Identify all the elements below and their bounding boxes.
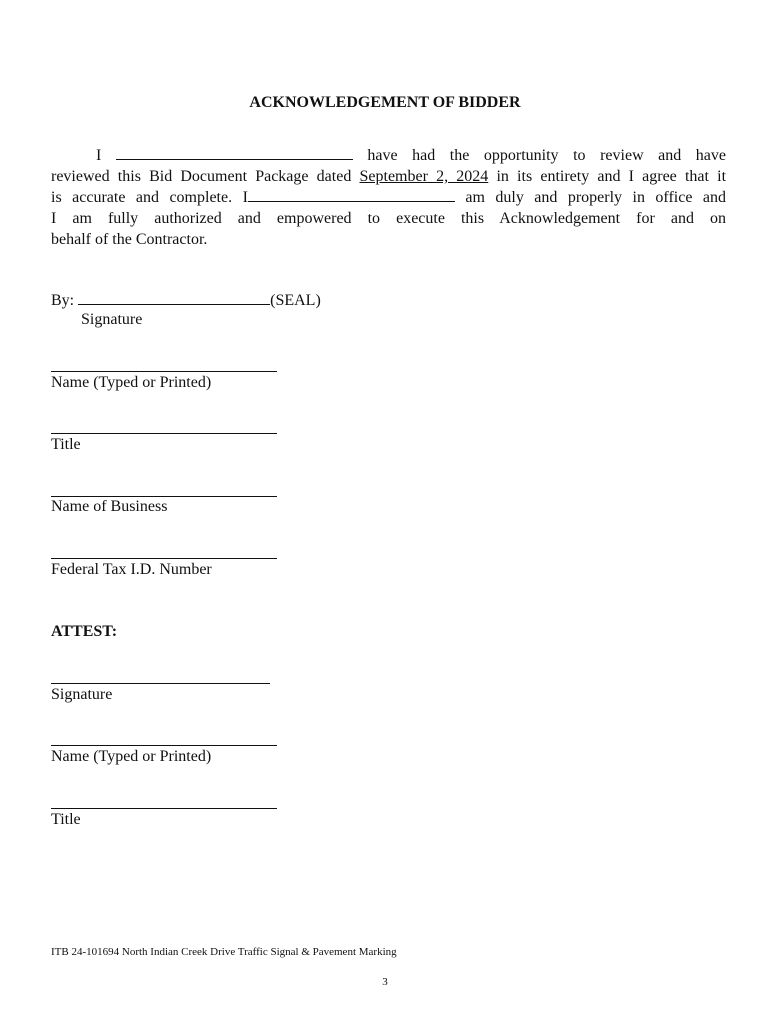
seal-label: (SEAL) — [270, 292, 321, 309]
tax-id-label: Federal Tax I.D. Number — [51, 561, 212, 578]
paragraph-line-3 — [51, 187, 726, 208]
paragraph-text: in its entirety and I agree that it — [496, 168, 727, 185]
attest-name-line[interactable] — [51, 745, 277, 746]
paragraph-line-5: behalf of the Contractor. — [51, 231, 208, 248]
attest-heading: ATTEST: — [51, 623, 118, 640]
tax-id-line[interactable] — [51, 558, 277, 559]
paragraph-line-4: I am fully authorized and empowered to execute this Acknowledgement for and on — [51, 210, 726, 227]
by-signature-blank[interactable] — [78, 290, 270, 305]
acknowledgement-paragraph — [51, 145, 726, 250]
by-signature-caption: Signature — [81, 311, 143, 328]
pronoun-i: I — [242, 189, 248, 206]
name-signature-line[interactable] — [51, 371, 277, 372]
business-name-label: Name of Business — [51, 498, 168, 515]
paragraph-text: reviewed this Bid Document Package dated — [51, 168, 352, 185]
title-field-label: Title — [51, 436, 81, 453]
pronoun-i: I — [96, 147, 102, 164]
paragraph-text: am duly and properly in office and — [465, 189, 727, 206]
bidder-name-blank[interactable] — [116, 145, 353, 160]
paragraph-line-2 — [51, 166, 726, 187]
officer-name-blank[interactable] — [248, 187, 455, 202]
paragraph-text: is accurate and complete. — [51, 189, 233, 206]
attest-signature-line[interactable] — [51, 683, 270, 684]
attest-name-label: Name (Typed or Printed) — [51, 748, 212, 765]
title-signature-line[interactable] — [51, 433, 277, 434]
business-name-line[interactable] — [51, 496, 277, 497]
page-title: ACKNOWLEDGEMENT OF BIDDER — [249, 94, 521, 111]
attest-signature-label: Signature — [51, 686, 113, 703]
footer-text: ITB 24-101694 North Indian Creek Drive Traffic Signal & Pavement Marking — [51, 946, 397, 958]
attest-title-label: Title — [51, 811, 81, 828]
name-field-label: Name (Typed or Printed) — [51, 374, 212, 391]
page-number: 3 — [382, 976, 388, 988]
paragraph-text: have had the opportunity to review and have — [367, 147, 727, 164]
by-signature-line — [51, 290, 321, 310]
paragraph-line-1 — [51, 145, 726, 166]
package-date: September 2, 2024 — [359, 168, 489, 185]
attest-title-line[interactable] — [51, 808, 277, 809]
by-label: By: — [51, 292, 75, 309]
